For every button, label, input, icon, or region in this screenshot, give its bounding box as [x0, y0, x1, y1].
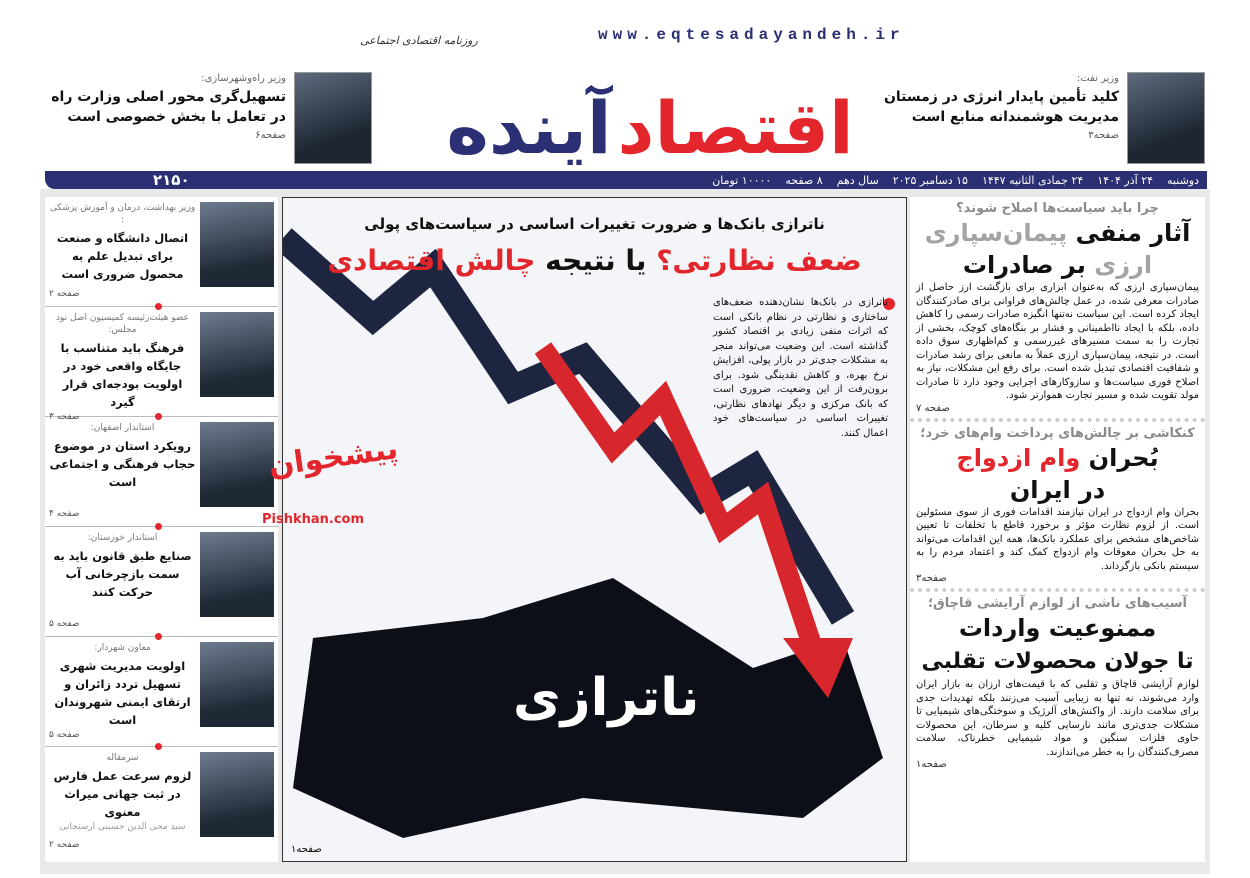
- story-kicker: آسیب‌های ناشی از لوازم آرایشی قاچاق؛: [927, 596, 1187, 611]
- watermark-en: Pishkhan.com: [262, 512, 365, 527]
- news-kicker: وزیر بهداشت، درمان و آموزش پزشکی :: [49, 203, 196, 225]
- left-news-item[interactable]: [45, 197, 278, 307]
- date-shamsi: ۲۴ آذر ۱۴۰۴: [1097, 173, 1154, 187]
- news-kicker: استاندار خوزستان:: [87, 533, 158, 543]
- story-kicker: کنکاشی بر چالش‌های پرداخت وام‌های خرد؛: [920, 425, 1195, 441]
- graphic-word: ناترازی: [513, 668, 700, 728]
- tagline: روزنامه اقتصادی اجتماعی: [360, 34, 478, 47]
- logo-part-ayandeh: آینده: [446, 86, 612, 170]
- date-hijri: ۲۴ جمادی الثانیه ۱۴۴۷: [981, 173, 1084, 187]
- news-photo: [200, 202, 274, 287]
- story-currency-repatriation[interactable]: [910, 197, 1205, 422]
- news-photo: [200, 532, 274, 617]
- lead-title: ضعف نظارتی؟ یا نتیجه چالش اقتصادی: [327, 244, 862, 277]
- newspaper-logo: [385, 52, 915, 170]
- news-photo: [200, 312, 274, 397]
- story-page: صفحه۱: [916, 759, 947, 770]
- photo-oil-minister: [1127, 72, 1205, 164]
- logo-part-eqtesad: اقتصاد: [617, 86, 854, 170]
- left-news-item[interactable]: [45, 747, 278, 857]
- teaser-kicker: وزیر راه‌وشهرسازی:: [201, 73, 286, 84]
- left-news-item[interactable]: [45, 307, 278, 422]
- left-news-item[interactable]: [45, 527, 278, 637]
- news-photo: [200, 752, 274, 837]
- lead-story[interactable]: [282, 197, 907, 862]
- news-photo: [200, 422, 274, 507]
- teaser-headline: تسهیل‌گری محور اصلی وزارت راه در تعامل با بخش خصوصی است: [51, 89, 286, 125]
- left-news-item[interactable]: [45, 417, 278, 527]
- news-kicker: سرمقاله: [106, 753, 139, 763]
- year-label: سال دهم: [836, 173, 879, 187]
- teaser-left[interactable]: [42, 72, 372, 168]
- story-body: لوازم آرایشی قاچاق و تقلبی که با قیمت‌های ارزان به بازار ایران وارد می‌شوند، نه تنها به زیبایی آسیب می‌زنند بلکه تهدیدات جدی برای سلامت دارند. از واکنش‌های آلرژیک و سوختگی‌های شیمیایی تا مشکلات جدی‌تری مانند نارسایی کلیه و سرطان، این محصولات حاوی فلزات سنگین و مواد شیمیایی خطرناک، سلامت مصرف‌کنندگان را به خطر می‌اندازند.: [916, 679, 1199, 758]
- news-headline: صنایع طبق قانون باید به سمت بازچرخانی آب حرکت کنند: [53, 549, 192, 599]
- lead-page: صفحه۱: [291, 844, 322, 855]
- news-headline: لزوم سرعت عمل فارس در ثبت جهانی میراث معنوی: [53, 769, 192, 819]
- news-page: صفحه ۵: [49, 619, 80, 629]
- left-news-item[interactable]: [45, 637, 278, 747]
- teaser-page: صفحه۶: [255, 130, 286, 141]
- news-kicker: معاون شهردار:: [94, 643, 151, 653]
- story-marriage-loan[interactable]: [910, 422, 1205, 593]
- issue-number: ۲۱۵۰: [153, 171, 190, 189]
- page-count: ۸ صفحه: [785, 173, 823, 187]
- story-headline: آثار منفی پیمان‌سپاری ارزی بر صادرات: [924, 219, 1191, 279]
- story-cosmetics[interactable]: [910, 592, 1205, 774]
- date-gregorian: ۱۵ دسامبر ۲۰۲۵: [892, 173, 968, 187]
- date-bar: [45, 171, 1207, 189]
- price: ۱۰۰۰۰ تومان: [712, 173, 772, 187]
- story-kicker: چرا باید سیاست‌ها اصلاح شوند؟: [956, 201, 1159, 216]
- story-headline: بُحران وام ازدواج در ایران: [956, 443, 1159, 504]
- story-body: بحران وام ازدواج در ایران نیازمند اقدامات فوری از سوی مسئولین است. از لزوم نظارت مؤثر و برخورد قاطع با تخلفات تا تعیین شاخص‌های مشخص برای عملکرد بانک‌ها، همه این اقدامات می‌تواند به حل بحران معوقات وام ازدواج کمک کند و اعتماد مردم را به سیستم بانکی بازگرداند.: [916, 506, 1199, 572]
- story-page: صفحه ۷: [916, 402, 950, 414]
- news-author: سید محی الدین حسینی ارسنجانی: [59, 822, 186, 832]
- teaser-headline: کلید تأمین پایدار انرژی در زمستان مدیریت هوشمندانه منابع است: [883, 89, 1119, 125]
- news-page: صفحه ۵: [49, 730, 80, 740]
- news-kicker: عضو هیئت‌رئیسه کمیسیون اصل نود مجلس:: [55, 313, 190, 335]
- left-column: [45, 197, 278, 862]
- lead-body: ناترازی در بانک‌ها نشان‌دهنده ضعف‌های ساختاری و نظارتی در نظام بانکی است که اثرات منفی زیادی بر اقتصاد کشور گذاشته است. این وضعیت می‌تواند منجر به مشکلات جدی‌تر در بازار پولی، افزایش نرخ بهره، و کاهش نقدینگی شود. برای برون‌رفت از این وضعیت، ضروری است که بانک مرکزی و دیگر نهادهای نظارتی، تغییرات اساسی در سیاست‌های خود اعمال کنند.: [713, 297, 888, 439]
- news-photo: [200, 642, 274, 727]
- teaser-right[interactable]: [870, 72, 1205, 168]
- news-headline: اتصال دانشگاه و صنعت برای تبدیل علم به محصول ضروری است: [56, 231, 189, 281]
- story-page: صفحه۳: [916, 573, 947, 584]
- news-page: صفحه ۲: [49, 840, 80, 850]
- news-page: صفحه ۲: [49, 289, 80, 299]
- news-headline: اولویت مدیریت شهری تسهیل تردد زائران و ارتقای ایمنی شهروندان است: [54, 659, 191, 727]
- teaser-page: صفحه۳: [1088, 130, 1119, 141]
- news-page: صفحه ۳: [49, 412, 80, 422]
- news-kicker: استاندار اصفهان:: [90, 423, 155, 433]
- news-headline: فرهنگ باید متناسب با جایگاه واقعی خود در اولویت بودجه‌ای قرار گیرد: [60, 341, 185, 409]
- news-headline: رویکرد استان در موضوع حجاب فرهنگی و اجتماعی است: [49, 439, 196, 489]
- right-column: [910, 197, 1205, 862]
- lead-subtitle: ناترازی بانک‌ها و ضرورت تغییرات اساسی در سیاست‌های پولی: [364, 215, 825, 233]
- story-body: پیمان‌سپاری ارزی که به‌عنوان ابزاری برای بازگشت ارز حاصل از صادرات معرفی شده، در عمل چالش‌های فراوانی برای صادرکنندگان ایجاد کرده است. این سیاست نه‌تنها انگیزه صادرات رسمی را کاهش داده، بلکه با ایجاد نااطمینانی و فشار بر بنگاه‌های کوچک، بخشی از تجارت را به سمت مسیرهای غیررسمی و کم‌اظهاری سوق داده است. در نتیجه، پیمان‌سپاری ارزی عملاً به مانعی برای رشد صادرات و شفافیت اقتصادی تبدیل شده است. برای رفع این مشکلات، نیاز به اصلاح فوری سیاست‌ها و سازوکارهای اجرایی وجود دارد تا صادرات مولد تقویت شده و مسیر تجارت هموارتر شود.: [916, 282, 1199, 401]
- story-headline: ممنوعیت واردات تا جولان محصولات تقلبی: [921, 614, 1194, 674]
- watermark-fa: پیشخوان: [266, 431, 401, 484]
- date-day: دوشنبه: [1167, 173, 1199, 187]
- website-url[interactable]: www.eqtesadayandeh.ir: [598, 26, 905, 44]
- news-page: صفحه ۴: [49, 509, 80, 519]
- teaser-kicker: وزیر نفت:: [1076, 73, 1119, 84]
- photo-roads-minister: [294, 72, 372, 164]
